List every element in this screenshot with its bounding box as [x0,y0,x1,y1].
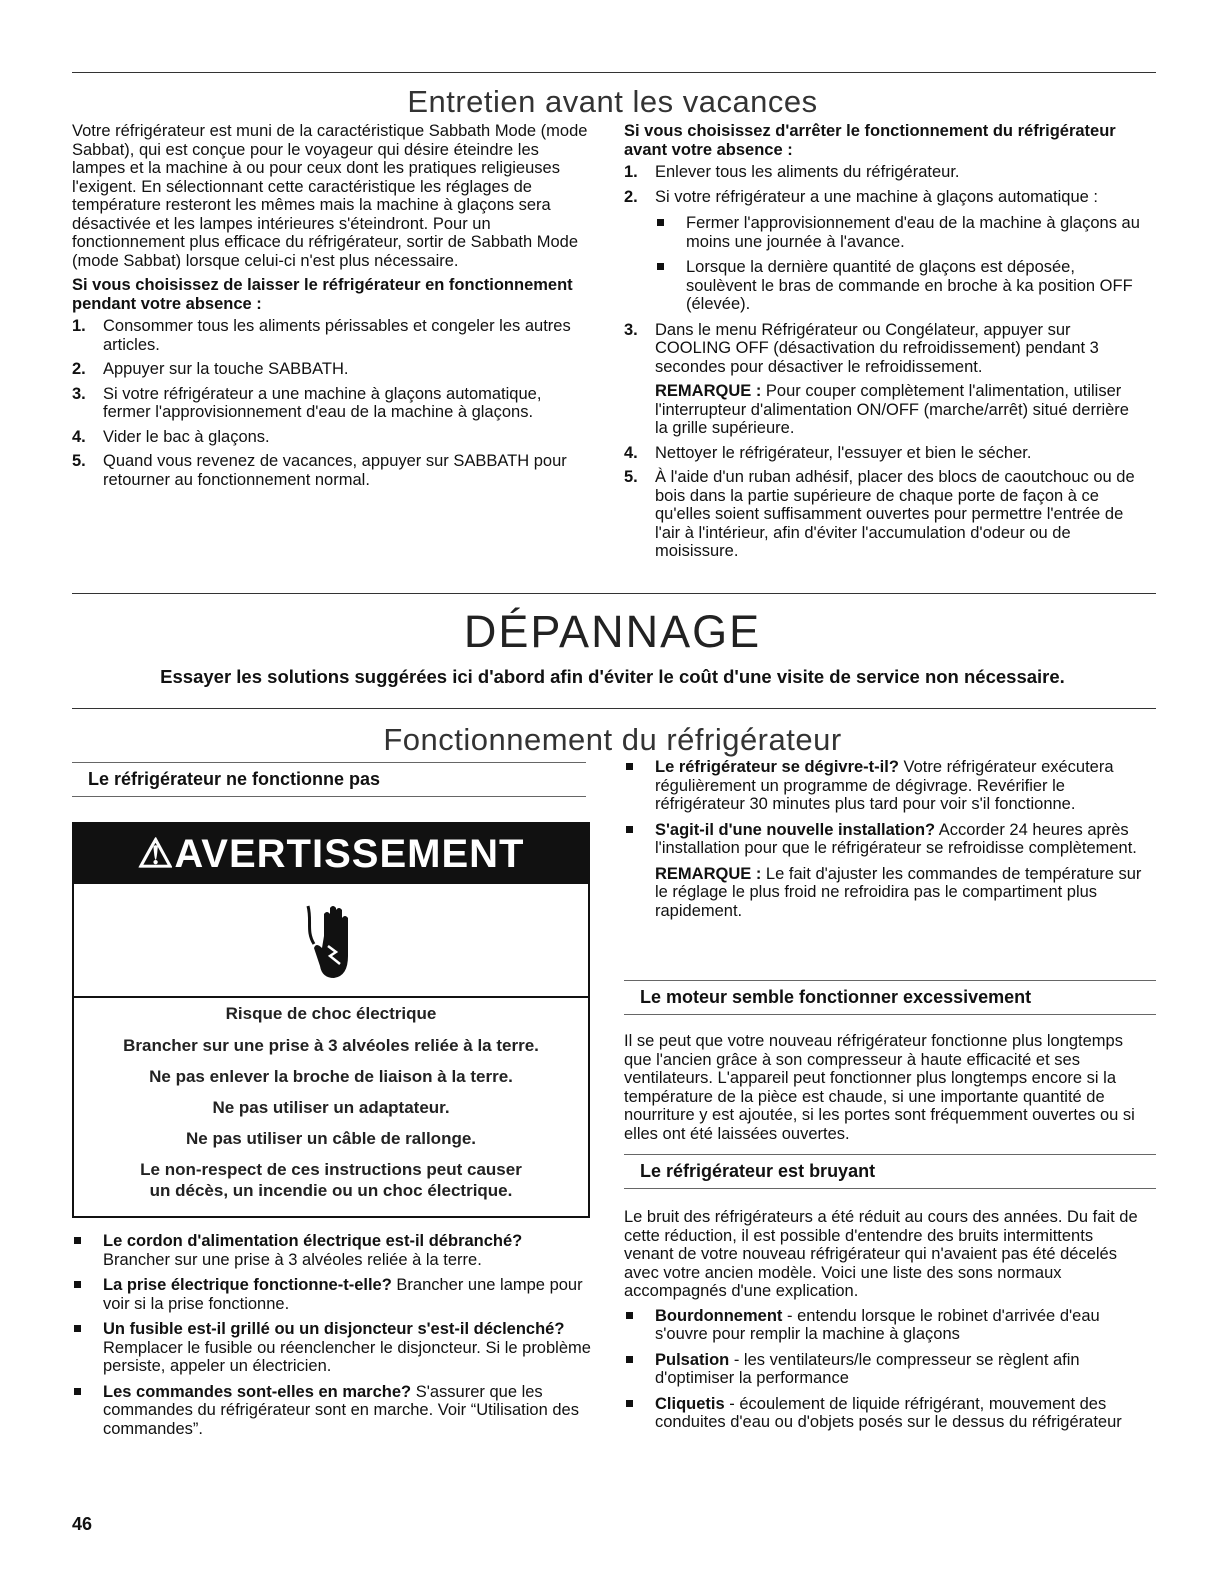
right-steps-list-2 [624,444,1144,561]
list-item: Le réfrigérateur se dégivre-t-il? Votre réfrigérateur exécutera régulièrement un programme de dégivrage. Revérifier le réfrigérateur 30 minutes plus tard pour voir s'il fonctionne. [624,758,1144,814]
warning-risk: Risque de choc électrique [225,1004,437,1023]
vacances-left-column [72,122,592,495]
square-bullet-icon [626,826,633,833]
left-steps-list [72,317,592,489]
warning-header: ⚠AVERTISSEMENT [74,824,588,884]
warning-divider [74,996,588,998]
depannage-subtitle: Essayer les solutions suggérées ici d'abord afin d'éviter le coût d'une visite de service non nécessaire. [160,666,1065,687]
list-item: 2. Appuyer sur la touche SABBATH. [72,360,349,378]
section2-rule [72,708,1156,709]
list-item: La prise électrique fonctionne-t-elle? Brancher une lampe pour voir si la prise fonctionne. [72,1276,592,1313]
square-bullet-icon [626,1400,633,1407]
right-heading: Si vous choisissez d'arrêter le fonctionnement du réfrigérateur avant votre absence : [624,122,1116,159]
list-item: 3. Si votre réfrigérateur a une machine à glaçons automatique, fermer l'approvisionnement d'eau de la machine à glaçons. [72,384,542,421]
square-bullet-icon [657,219,664,226]
section-title-fonctionnement: Fonctionnement du réfrigérateur [383,722,842,757]
square-bullet-icon [657,263,664,270]
list-item: 1. Consommer tous les aliments périssables et congeler les autres articles. [72,317,571,354]
vacances-right-column [624,122,1144,567]
list-item: 4. Vider le bac à glaçons. [72,427,270,446]
warning-line: Ne pas utiliser un câble de rallonge. [185,1129,477,1148]
warning-line: Ne pas enlever la broche de liaison à la terre. [149,1067,513,1086]
subhead-ne-fonctionne-pas: Le réfrigérateur ne fonctionne pas [72,762,586,797]
square-bullet-icon [74,1325,81,1332]
list-item: Lorsque la dernière quantité de glaçons est déposée, soulèvent le bras de commande en broche à ka position OFF (élevée). [655,258,1144,314]
warning-line: Ne pas utiliser un adaptateur. [212,1098,450,1117]
ice-maker-bullets [655,214,1144,314]
list-item: 2. Si votre réfrigérateur a une machine à glaçons automatique : Fermer l'approvisionnement d'eau de la machine à glaçons au moins une journée à l'avance. Lorsque la dernière quantité de glaçons est déposée, soulèvent le bras de commande en broche à ka position OFF (élevée). [624,188,1144,314]
subhead-moteur: Le moteur semble fonctionner excessivement [624,980,1156,1015]
troubleshoot-left-bullets [72,1232,592,1445]
subhead-bruyant: Le réfrigérateur est bruyant [624,1154,1156,1189]
list-item: Pulsation - les ventilateurs/le compresseur se règlent afin d'optimiser la performance [624,1351,1144,1388]
warning-box [72,822,590,1218]
list-item: 1. Enlever tous les aliments du réfrigérateur. [624,163,960,181]
remark-power: REMARQUE : Pour couper complètement l'alimentation, utiliser l'interrupteur d'alimentation ON/OFF (marche/arrêt) situé derrière la grille supérieure. [655,382,1129,437]
motor-text: Il se peut que votre nouveau réfrigérateur fonctionne plus longtemps que l'ancien grâce à son compresseur à haute efficacité et ses ventilateurs. L'appareil peut fonctionner plus longtemps encore si la température de la pièce est chaude, si une importante quantité de nourriture y est ajoutée, si les portes sont fréquemment ouvertes ou si elles ont été laissées ouvertes. [624,1032,1135,1143]
left-heading: Si vous choisissez de laisser le réfrigérateur en fonctionnement pendant votre absence : [72,276,573,313]
list-item: S'agit-il d'une nouvelle installation? Accorder 24 heures après l'installation pour que le réfrigérateur se refroidisse complètement. [624,821,1144,858]
warning-line: Brancher sur une prise à 3 alvéoles reliée à la terre. [123,1036,539,1055]
square-bullet-icon [74,1388,81,1395]
square-bullet-icon [626,1312,633,1319]
list-item: 5. Quand vous revenez de vacances, appuyer sur SABBATH pour retourner au fonctionnement normal. [72,452,567,489]
list-item: 5. À l'aide d'un ruban adhésif, placer des blocs de caoutchouc ou de bois dans la partie supérieure de chaque porte de façon à ce qu'elles soient suffisamment ouvertes pour permettre l'entrée de l'air à l'intérieur, afin d'éviter l'accumulation d'odeur ou de moisissure. [624,468,1135,560]
warning-triangle-icon: ⚠ [137,832,175,876]
list-item: Les commandes sont-elles en marche? S'assurer que les commandes du réfrigérateur sont en marche. Voir “Utilisation des commandes”. [72,1383,592,1439]
list-item: Fermer l'approvisionnement d'eau de la machine à glaçons au moins une journée à l'avance. [655,214,1144,251]
square-bullet-icon [74,1237,81,1244]
electric-shock-hand-icon [302,896,362,986]
section-title-vacances: Entretien avant les vacances [407,84,818,119]
square-bullet-icon [626,1356,633,1363]
list-item: Cliquetis - écoulement de liquide réfrigérant, mouvement des conduites d'eau ou d'objets posés sur le dessus du réfrigérateur [624,1395,1144,1432]
troubleshoot-right-top [624,758,1144,926]
top-rule [72,72,1156,73]
list-item: Un fusible est-il grillé ou un disjoncteur s'est-il déclenché? Remplacer le fusible ou réenclencher le disjoncteur. Si le problème persiste, appeler un électricien. [72,1320,592,1376]
depannage-title: DÉPANNAGE [463,606,762,657]
depannage-rule [72,593,1156,594]
noise-section: Le bruit des réfrigérateurs a été réduit au cours des années. Du fait de cette réduction, il est possible d'entendre des bruits intermittents venant de votre nouveau réfrigérateur qui n'avaient pas été décelés avec votre ancien modèle. Voici une liste des sons normaux accompagnés d'une explication. Bourdonnement - entendu lorsque le robinet d'arrivée d'eau s'ouvre pour remplir la machine à glaçons Pulsation - les ventilateurs/le compresseur se règlent afin d'optimiser la performance Cliquetis - écoulement de liquide réfrigérant, mouvement des conduites d'eau ou d'objets posés sur le dessus du réfrigérateur [624,1208,1144,1439]
square-bullet-icon [626,763,633,770]
list-item: 3. Dans le menu Réfrigérateur ou Congélateur, appuyer sur COOLING OFF (désactivation du refroidissement) pendant 3 secondes pour désactiver le refroidissement. [624,320,1099,376]
remark-colder: REMARQUE : Le fait d'ajuster les commandes de température sur le réglage le plus froid ne refroidira pas le compartiment plus rapidement. [655,864,1142,920]
sabbath-intro: Votre réfrigérateur est muni de la caractéristique Sabbath Mode (mode Sabbat), qui est conçue pour le voyageur qui désire éteindre les lampes et la machine à ou pour ceux dont les pratiques religieuses l'exigent. En sélectionnant cette caractéristique les réglages de température resteront les mêmes mais la machine à glaçons sera désactivée et les lampes intérieures s'éteindront. Pour un fonctionnement plus efficace du réfrigérateur, sortir de Sabbath Mode (mode Sabbat) lorsque celui-ci n'est plus nécessaire. [72,122,588,270]
square-bullet-icon [74,1281,81,1288]
page-number: 46 [72,1514,93,1534]
warning-consequence: Le non-respect de ces instructions peut causer [140,1160,522,1179]
warning-consequence: un décès, un incendie ou un choc électrique. [149,1181,513,1200]
list-item: Le cordon d'alimentation électrique est-il débranché? Brancher sur une prise à 3 alvéoles reliée à la terre. [72,1232,592,1269]
right-steps-list [624,163,1144,376]
list-item: Bourdonnement - entendu lorsque le robinet d'arrivée d'eau s'ouvre pour remplir la machine à glaçons [624,1307,1144,1344]
list-item: 4. Nettoyer le réfrigérateur, l'essuyer et bien le sécher. [624,443,1032,462]
